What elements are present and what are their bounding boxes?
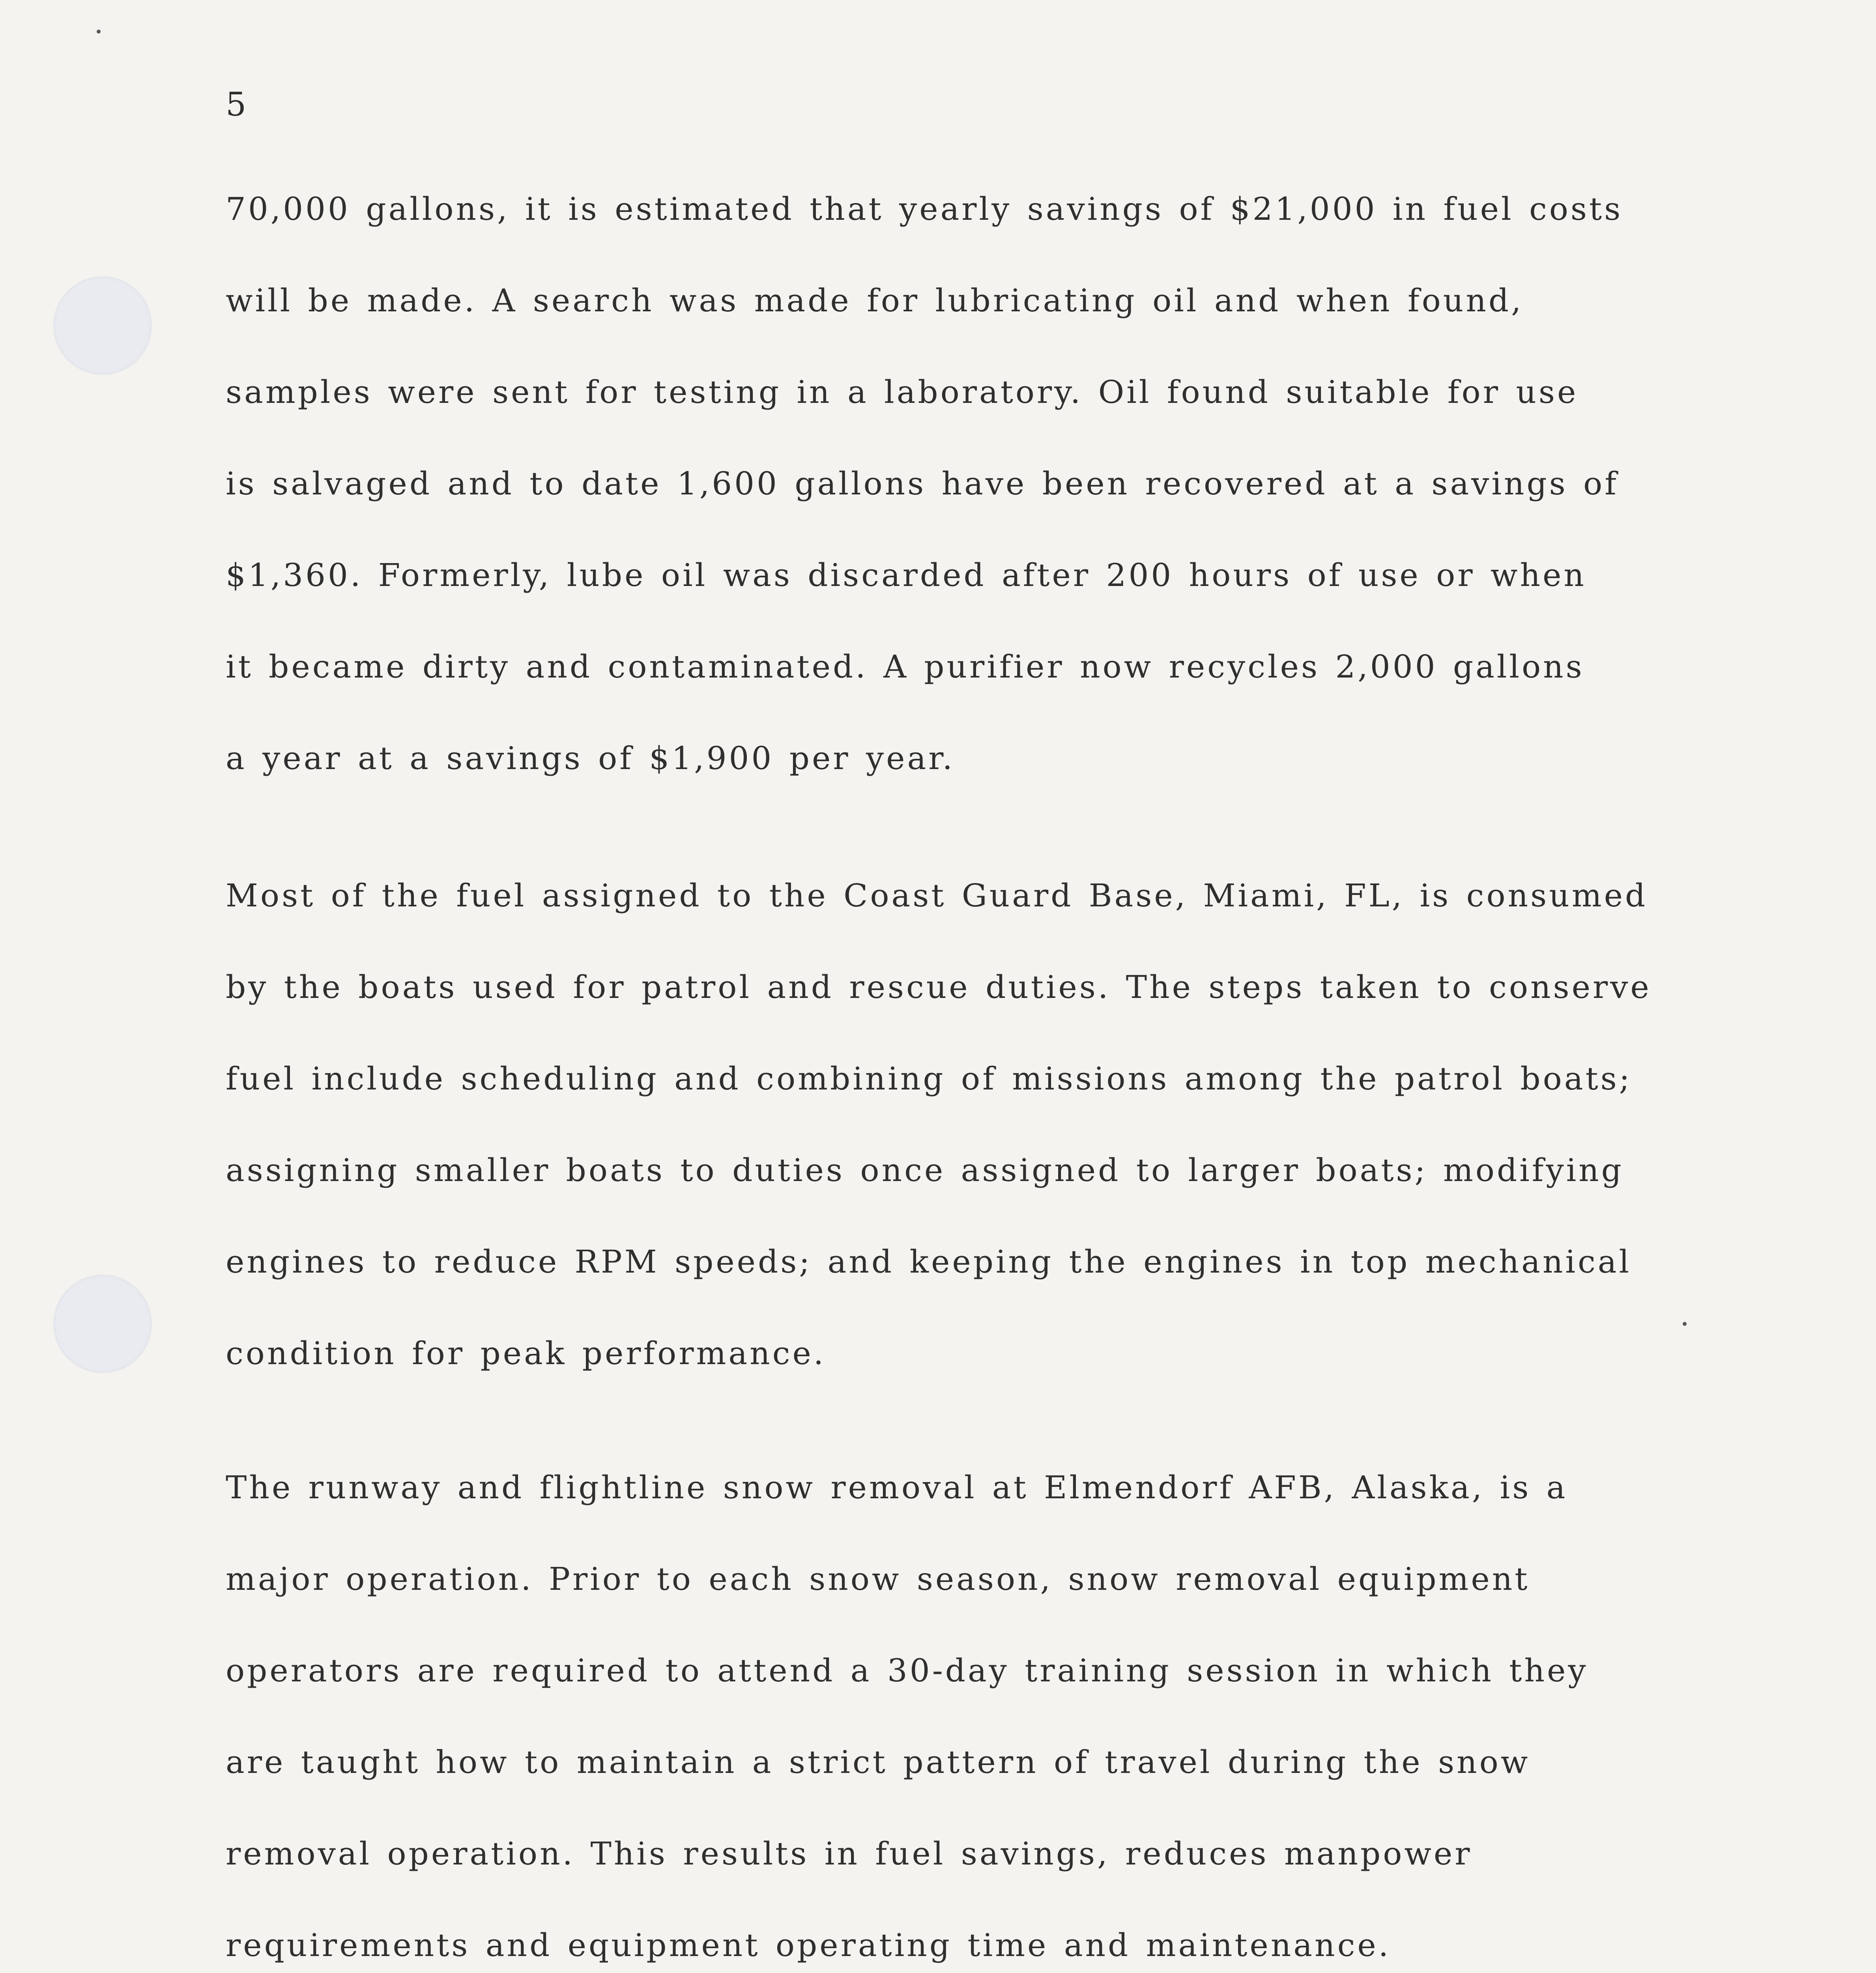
text-line: condition for peak performance. (226, 1335, 826, 1372)
text-line: Most of the fuel assigned to the Coast Guard Base, Miami, FL, is consumed (226, 877, 1648, 914)
text-line: 70,000 gallons, it is estimated that yearly savings of $21,000 in fuel costs (226, 191, 1623, 227)
text-line: removal operation. This results in fuel savings, reduces manpower (226, 1835, 1472, 1872)
paragraph-snow-removal (226, 1468, 1784, 1973)
text-line: fuel include scheduling and combining of missions among the patrol boats; (226, 1060, 1632, 1097)
text-line: operators are required to attend a 30-day training session in which they (226, 1652, 1588, 1689)
text-line: will be made. A search was made for lubricating oil and when found, (226, 282, 1524, 319)
text-line: samples were sent for testing in a laboratory. Oil found suitable for use (226, 374, 1579, 410)
paragraph-fuel-savings (226, 189, 1784, 830)
punch-hole-top (53, 276, 152, 375)
text-line: are taught how to maintain a strict pattern of travel during the snow (226, 1744, 1530, 1780)
text-line: major operation. Prior to each snow season, snow removal equipment (226, 1561, 1530, 1597)
page-number: 5 (226, 86, 247, 124)
paragraph-coast-guard (226, 876, 1784, 1425)
paper-speck (97, 30, 101, 34)
text-line: engines to reduce RPM speeds; and keeping the engines in top mechanical (226, 1243, 1632, 1280)
punch-hole-middle (53, 1275, 152, 1373)
text-line: requirements and equipment operating time and maintenance. (226, 1927, 1391, 1964)
text-line: a year at a savings of $1,900 per year. (226, 740, 955, 777)
text-line: The runway and flightline snow removal at Elmendorf AFB, Alaska, is a (226, 1469, 1568, 1506)
text-line: is salvaged and to date 1,600 gallons have been recovered at a savings of (226, 465, 1619, 502)
text-line: by the boats used for patrol and rescue duties. The steps taken to conserve (226, 969, 1652, 1005)
text-line: $1,360. Formerly, lube oil was discarded after 200 hours of use or when (226, 557, 1586, 593)
text-line: assigning smaller boats to duties once assigned to larger boats; modifying (226, 1152, 1624, 1189)
text-line: it became dirty and contaminated. A purifier now recycles 2,000 gallons (226, 648, 1584, 685)
